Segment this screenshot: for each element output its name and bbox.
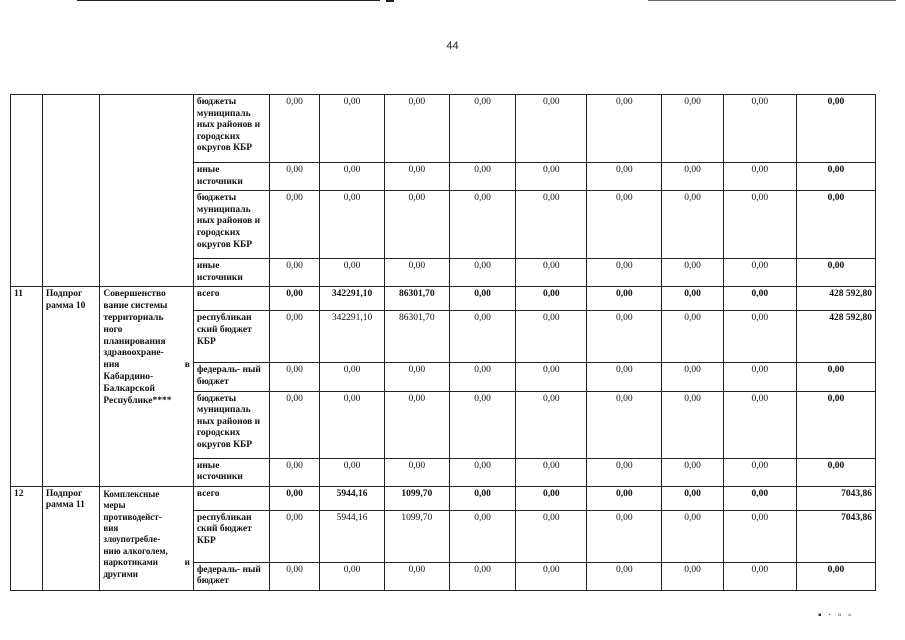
index-cell [11,95,43,287]
value-cell: 0,00 [587,95,662,163]
subprogram-title [100,486,193,590]
value-cell: 0,00 [449,510,516,562]
value-cell: 0,00 [320,191,385,259]
value-cell: 0,00 [662,510,724,562]
value-cell: 0,00 [516,510,587,562]
source-cell: иные источники [193,458,269,486]
value-cell: 0,00 [516,363,587,391]
value-cell: 0,00 [269,191,319,259]
title-line: здравоохране- [103,348,164,359]
total-cell: 0,00 [796,163,875,191]
page-number: 44 [446,40,459,52]
title-line: территориаль [103,312,164,323]
value-cell: 0,00 [662,562,724,590]
subprogram-label: Подпрог рамма 10 [42,287,100,486]
total-cell: 7043,86 [796,510,875,562]
title-line: ного [103,324,123,335]
value-cell: 0,00 [384,458,449,486]
source-cell: иные источники [193,259,269,287]
value-cell: 0,00 [320,562,385,590]
source-cell: бюджеты муниципаль ных районов и городских округов КБР [193,391,269,458]
value-cell: 0,00 [269,562,319,590]
total-cell: 0,00 [796,363,875,391]
title-line: нию алкоголем, [103,545,168,556]
value-cell: 0,00 [449,458,516,486]
value-cell: 0,00 [516,311,587,363]
table-row [11,486,876,510]
value-cell: 0,00 [723,486,796,510]
title-line: Комплексные [103,488,160,499]
value-cell: 0,00 [449,486,516,510]
table-row [11,287,876,311]
value-cell: 0,00 [269,486,319,510]
source-cell: бюджеты муниципаль ных районов и городских округов КБР [193,191,269,259]
top-rule-right [648,0,896,1]
value-cell: 0,00 [320,391,385,458]
title-line: вание системы [103,301,168,312]
program-cell [42,95,100,287]
total-cell: 428 592,80 [796,287,875,311]
budget-table [10,94,876,591]
value-cell: 0,00 [516,163,587,191]
subprogram-title [100,287,193,486]
value-cell: 0,00 [723,562,796,590]
value-cell: 0,00 [516,287,587,311]
value-cell: 0,00 [587,163,662,191]
value-cell: 0,00 [384,562,449,590]
value-cell: 0,00 [269,311,319,363]
value-cell: 0,00 [662,191,724,259]
value-cell: 0,00 [587,510,662,562]
source-cell: республикан ский бюджет КБР [193,311,269,363]
row-index: 11 [11,287,43,486]
source-cell: республикан ский бюджет КБР [193,510,269,562]
value-cell: 0,00 [449,391,516,458]
total-cell: 0,00 [796,191,875,259]
total-cell: 0,00 [796,259,875,287]
value-cell: 0,00 [384,363,449,391]
value-cell: 0,00 [269,363,319,391]
value-cell: 0,00 [723,287,796,311]
total-cell: 0,00 [796,562,875,590]
value-cell: 5944,16 [320,486,385,510]
value-cell: 0,00 [320,259,385,287]
value-cell: 0,00 [269,287,319,311]
value-cell: 0,00 [662,486,724,510]
value-cell: 0,00 [384,259,449,287]
title-line: меры [103,500,126,511]
value-cell: 0,00 [662,363,724,391]
value-cell: 0,00 [320,163,385,191]
value-cell: 86301,70 [384,311,449,363]
value-cell: 0,00 [269,391,319,458]
value-cell: 0,00 [384,191,449,259]
value-cell: 1099,70 [384,486,449,510]
value-cell: 0,00 [269,510,319,562]
value-cell: 1099,70 [384,510,449,562]
value-cell: 0,00 [384,95,449,163]
value-cell: 0,00 [269,259,319,287]
value-cell: 0,00 [320,458,385,486]
value-cell: 0,00 [516,95,587,163]
subprogram-label: Подпрог рамма 11 [42,486,100,590]
table-row [11,95,876,163]
value-cell: 0,00 [449,259,516,287]
total-cell: 428 592,80 [796,311,875,363]
value-cell: 0,00 [723,95,796,163]
title-line: противодейст- [103,511,162,522]
title-line: Республике**** [103,395,172,406]
source-cell: федераль- ный бюджет [193,363,269,391]
title-line: Кабардино- [103,371,154,382]
value-cell: 0,00 [384,163,449,191]
value-cell: 0,00 [723,163,796,191]
value-cell: 0,00 [449,562,516,590]
scan-artifact: ▪ · ▫ ◦ [818,610,854,621]
value-cell: 0,00 [516,458,587,486]
title-line: вия [103,522,119,533]
value-cell: 0,00 [269,458,319,486]
value-cell: 0,00 [662,95,724,163]
total-cell: 0,00 [796,458,875,486]
value-cell: 0,00 [269,163,319,191]
value-cell: 0,00 [723,458,796,486]
value-cell: 0,00 [662,391,724,458]
title-line: ния в [103,360,190,371]
value-cell: 0,00 [587,287,662,311]
value-cell: 0,00 [723,259,796,287]
value-cell: 0,00 [516,191,587,259]
value-cell: 0,00 [587,363,662,391]
total-cell: 0,00 [796,391,875,458]
source-cell: иные источники [193,163,269,191]
value-cell: 0,00 [269,95,319,163]
title-cell [100,95,193,287]
value-cell: 0,00 [449,363,516,391]
value-cell: 86301,70 [384,287,449,311]
value-cell: 0,00 [587,391,662,458]
title-line: наркотиками и [103,557,190,568]
value-cell: 0,00 [723,311,796,363]
total-cell: 7043,86 [796,486,875,510]
title-line: Балкарской [103,383,155,394]
value-cell: 0,00 [449,191,516,259]
value-cell: 0,00 [516,391,587,458]
value-cell: 0,00 [723,391,796,458]
value-cell: 342291,10 [320,311,385,363]
value-cell: 0,00 [587,259,662,287]
title-line: другими [103,568,138,579]
title-line: Совершенство [103,289,166,300]
value-cell: 0,00 [662,163,724,191]
source-cell: всего [193,486,269,510]
title-line: злоупотребле- [103,534,161,545]
value-cell: 0,00 [449,95,516,163]
value-cell: 0,00 [587,562,662,590]
value-cell: 0,00 [320,363,385,391]
value-cell: 0,00 [723,510,796,562]
table-body [11,95,876,591]
top-rule-left [77,0,380,1]
value-cell: 5944,16 [320,510,385,562]
value-cell: 0,00 [587,191,662,259]
value-cell: 0,00 [662,287,724,311]
source-cell: федераль- ный бюджет [193,562,269,590]
value-cell: 0,00 [662,458,724,486]
value-cell: 0,00 [587,458,662,486]
value-cell: 0,00 [320,95,385,163]
title-line: планирования [103,336,166,347]
value-cell: 342291,10 [320,287,385,311]
value-cell: 0,00 [587,311,662,363]
value-cell: 0,00 [723,363,796,391]
top-rule-mark [386,0,394,2]
source-cell: всего [193,287,269,311]
value-cell: 0,00 [516,562,587,590]
value-cell: 0,00 [723,191,796,259]
value-cell: 0,00 [516,486,587,510]
value-cell: 0,00 [384,391,449,458]
value-cell: 0,00 [449,287,516,311]
value-cell: 0,00 [587,486,662,510]
value-cell: 0,00 [449,311,516,363]
row-index: 12 [11,486,43,590]
value-cell: 0,00 [662,311,724,363]
value-cell: 0,00 [449,163,516,191]
source-cell: бюджеты муниципаль ных районов и городских округов КБР [193,95,269,163]
total-cell: 0,00 [796,95,875,163]
value-cell: 0,00 [516,259,587,287]
value-cell: 0,00 [662,259,724,287]
